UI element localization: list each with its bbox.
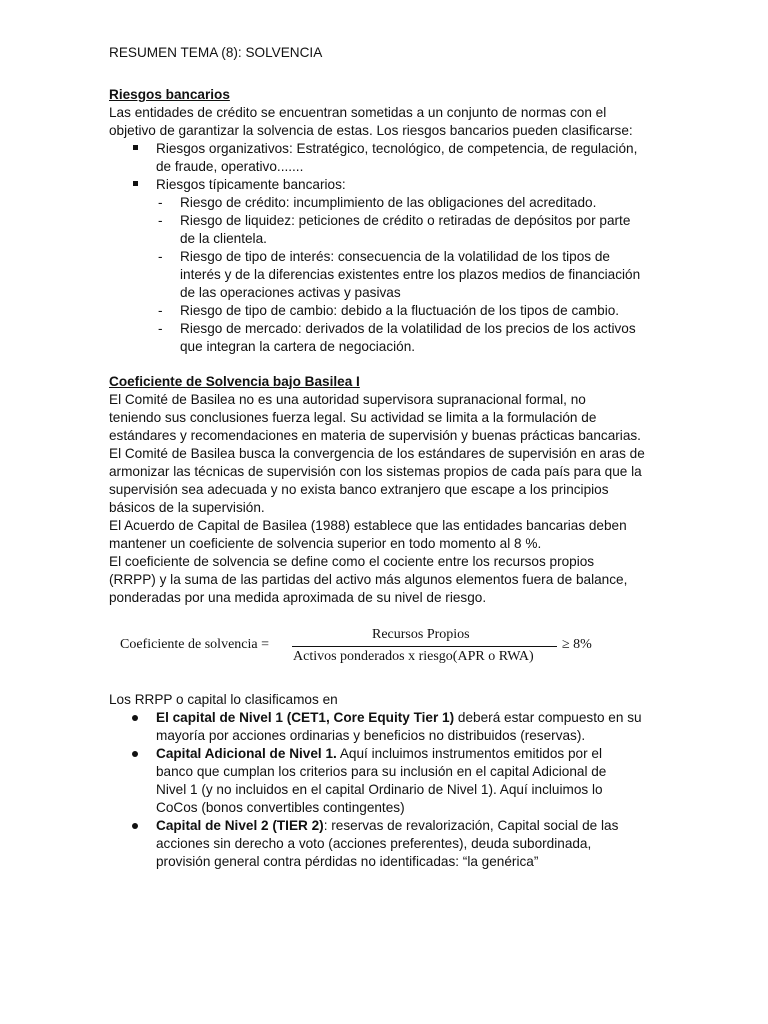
paragraph-line: El Comité de Basilea no es una autoridad supervisora supranacional formal, no	[109, 392, 586, 407]
subitem-text: Riesgo de crédito: incumplimiento de las obligaciones del acreditado.	[180, 195, 597, 210]
dash-bullet-icon: -	[158, 303, 163, 318]
bullet-text: provisión general contra pérdidas no identificadas: “la genérica”	[156, 854, 539, 869]
round-bullet-icon	[132, 751, 138, 757]
dash-bullet-icon: -	[158, 195, 163, 210]
subitem-text: Riesgo de tipo de interés: consecuencia de la volatilidad de los tipos de	[180, 249, 610, 264]
square-bullet-icon	[133, 181, 138, 186]
section-heading-riesgos: Riesgos bancarios	[109, 87, 230, 102]
paragraph-line: El coeficiente de solvencia se define como el cociente entre los recursos propios	[109, 554, 595, 569]
bullet-text: CoCos (bonos convertibles contingentes)	[156, 800, 405, 815]
formula-numerator: Recursos Propios	[372, 627, 470, 642]
formula-rhs: ≥ 8%	[562, 637, 592, 652]
paragraph-line: Los RRPP o capital lo clasificamos en	[109, 692, 338, 707]
bullet-text: El capital de Nivel 1 (CET1, Core Equity Tier 1) deberá estar compuesto en su	[156, 710, 642, 725]
bullet-text: mayoría por acciones ordinarias y beneficios no distribuidos (reservas).	[156, 728, 586, 743]
paragraph-line: teniendo sus conclusiones fuerza legal. Su actividad se limita a la formulación de	[109, 410, 597, 425]
paragraph-line: (RRPP) y la suma de las partidas del activo más algunos elementos fuera de balance,	[109, 572, 628, 587]
paragraph-line: mantener un coeficiente de solvencia superior en todo momento al 8 %.	[109, 536, 542, 551]
bullet-text: Riesgos típicamente bancarios:	[156, 177, 346, 192]
formula-denominator: Activos ponderados x riesgo(APR o RWA)	[293, 649, 534, 664]
section-heading-basilea: Coeficiente de Solvencia bajo Basilea I	[109, 374, 360, 389]
bullet-text: Capital Adicional de Nivel 1. Aquí incluimos instrumentos emitidos por el	[156, 746, 602, 761]
subitem-text: Riesgo de mercado: derivados de la volatilidad de los precios de los activos	[180, 321, 636, 336]
subitem-text: Riesgo de tipo de cambio: debido a la fluctuación de los tipos de cambio.	[180, 303, 620, 318]
fraction-bar	[292, 646, 557, 647]
subitem-text: Riesgo de liquidez: peticiones de crédito o retiradas de depósitos por parte	[180, 213, 631, 228]
paragraph-line: supervisión sea adecuada y no exista banco extranjero que escape a los principios	[109, 482, 609, 497]
bullet-text: Nivel 1 (y no incluidos en el capital Ordinario de Nivel 1). Aquí incluimos lo	[156, 782, 603, 797]
subitem-text: interés y de la diferencias existentes entre los plazos medios de financiación	[180, 267, 641, 282]
page-title: RESUMEN TEMA (8): SOLVENCIA	[109, 45, 323, 60]
paragraph-line: El Acuerdo de Capital de Basilea (1988) establece que las entidades bancarias deben	[109, 518, 627, 533]
bullet-text: acciones sin derecho a voto (acciones preferentes), deuda subordinada,	[156, 836, 592, 851]
subitem-text: que integran la cartera de negociación.	[180, 339, 416, 354]
paragraph-line: básicos de la supervisión.	[109, 500, 265, 515]
bullet-text: Riesgos organizativos: Estratégico, tecnológico, de competencia, de regulación,	[156, 141, 638, 156]
bullet-text: Capital de Nivel 2 (TIER 2): reservas de revalorización, Capital social de las	[156, 818, 619, 833]
round-bullet-icon	[132, 715, 138, 721]
formula-lhs: Coeficiente de solvencia =	[120, 637, 270, 652]
paragraph-line: armonizar las técnicas de supervisión con los sistemas propios de cada país para que la	[109, 464, 642, 479]
paragraph-line: objetivo de garantizar la solvencia de estas. Los riesgos bancarios pueden clasificarse:	[109, 123, 633, 138]
paragraph-line: ponderadas por una medida aproximada de su nivel de riesgo.	[109, 590, 487, 605]
dash-bullet-icon: -	[158, 249, 163, 264]
paragraph-line: estándares y recomendaciones en materia de supervisión y buenas prácticas bancarias.	[109, 428, 641, 443]
dash-bullet-icon: -	[158, 321, 163, 336]
bullet-text: de fraude, operativo.......	[156, 159, 304, 174]
square-bullet-icon	[133, 145, 138, 150]
round-bullet-icon	[132, 823, 138, 829]
subitem-text: de las operaciones activas y pasivas	[180, 285, 401, 300]
subitem-text: de la clientela.	[180, 231, 267, 246]
paragraph-line: Las entidades de crédito se encuentran sometidas a un conjunto de normas con el	[109, 105, 607, 120]
bullet-text: banco que cumplan los criterios para su inclusión en el capital Adicional de	[156, 764, 607, 779]
paragraph-line: El Comité de Basilea busca la convergencia de los estándares de supervisión en aras de	[109, 446, 645, 461]
dash-bullet-icon: -	[158, 213, 163, 228]
